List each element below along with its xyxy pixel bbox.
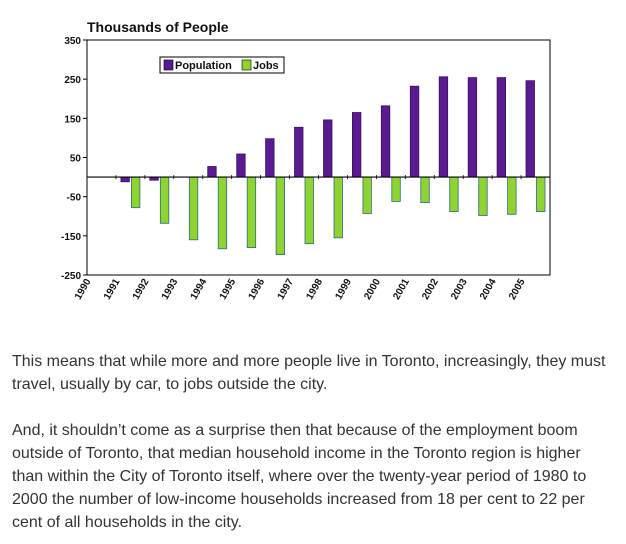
legend-label-jobs: Jobs [253,60,279,72]
x-tick-label: 1999 [333,277,355,302]
jobs-bar [450,177,459,212]
population-bar [526,81,535,177]
jobs-bar [421,177,430,203]
x-tick-label: 1990 [72,277,94,302]
y-tick-label: 250 [64,75,81,87]
y-tick-label: -50 [66,192,81,204]
y-axis [61,36,87,282]
y-tick-label: -250 [60,271,81,282]
x-tick-label: 1992 [130,277,152,302]
jobs-bar [392,177,401,201]
x-tick-label: 2004 [478,277,499,302]
jobs-bar [305,177,314,244]
population-bar [121,177,129,182]
x-tick-label: 1998 [304,277,326,302]
population-bar [381,106,390,177]
jobs-bar [276,177,285,255]
population-bar [352,113,361,178]
legend-swatch-population [164,60,173,70]
paragraph-2: And, it shouldn’t come as a surprise then that because of the employment boom outside of Toronto, that median household income in the Toronto region is higher than within the City of Toronto itself, where over the twenty-year period of 1980 to 2000 the number of low-income households increased from 18 per cent to 22 per cent of all households in the city. [12,422,587,531]
population-bar [295,127,304,177]
y-tick-label: 50 [69,153,81,165]
population-bar [324,120,333,177]
population-bar [410,86,419,177]
jobs-bar [247,177,256,248]
y-tick-label: 350 [64,36,81,47]
x-tick-label: 1994 [188,277,210,302]
x-tick-label: 2001 [391,277,412,302]
jobs-bar [334,177,343,238]
population-bar [266,139,275,177]
jobs-bar [363,177,372,213]
jobs-bar [508,177,516,214]
jobs-bar [479,177,488,215]
x-tick-label: 1996 [246,277,268,302]
x-tick-label: 1995 [217,277,239,302]
population-bar [497,78,506,178]
x-tick-label: 1991 [101,277,123,302]
x-tick-label: 2005 [507,277,528,302]
legend-swatch-jobs [242,60,251,70]
population-bar [208,167,217,178]
population-bar [237,154,246,177]
jobs-bar [189,177,198,240]
x-tick-label: 1993 [159,277,181,302]
plot-area [87,40,550,275]
jobs-bar [131,177,140,208]
x-tick-label: 2000 [362,277,383,302]
x-tick-label: 2003 [449,277,470,302]
jobs-bar [537,177,546,212]
legend [160,57,284,73]
jobs-bar [160,177,169,223]
y-tick-label: 150 [64,114,81,126]
x-tick-label: 2002 [420,277,441,302]
y-tick-label: -150 [60,231,81,243]
population-bar [468,78,477,178]
jobs-bar [218,177,227,249]
population-bar [439,77,448,177]
y-axis-title: Thousands of People [87,19,229,35]
x-tick-label: 1997 [275,277,297,302]
paragraph-1: This means that while more and more people live in Toronto, increasingly, they must travel, usually by car, to jobs outside the city. [12,353,606,393]
legend-label-population: Population [175,60,232,72]
